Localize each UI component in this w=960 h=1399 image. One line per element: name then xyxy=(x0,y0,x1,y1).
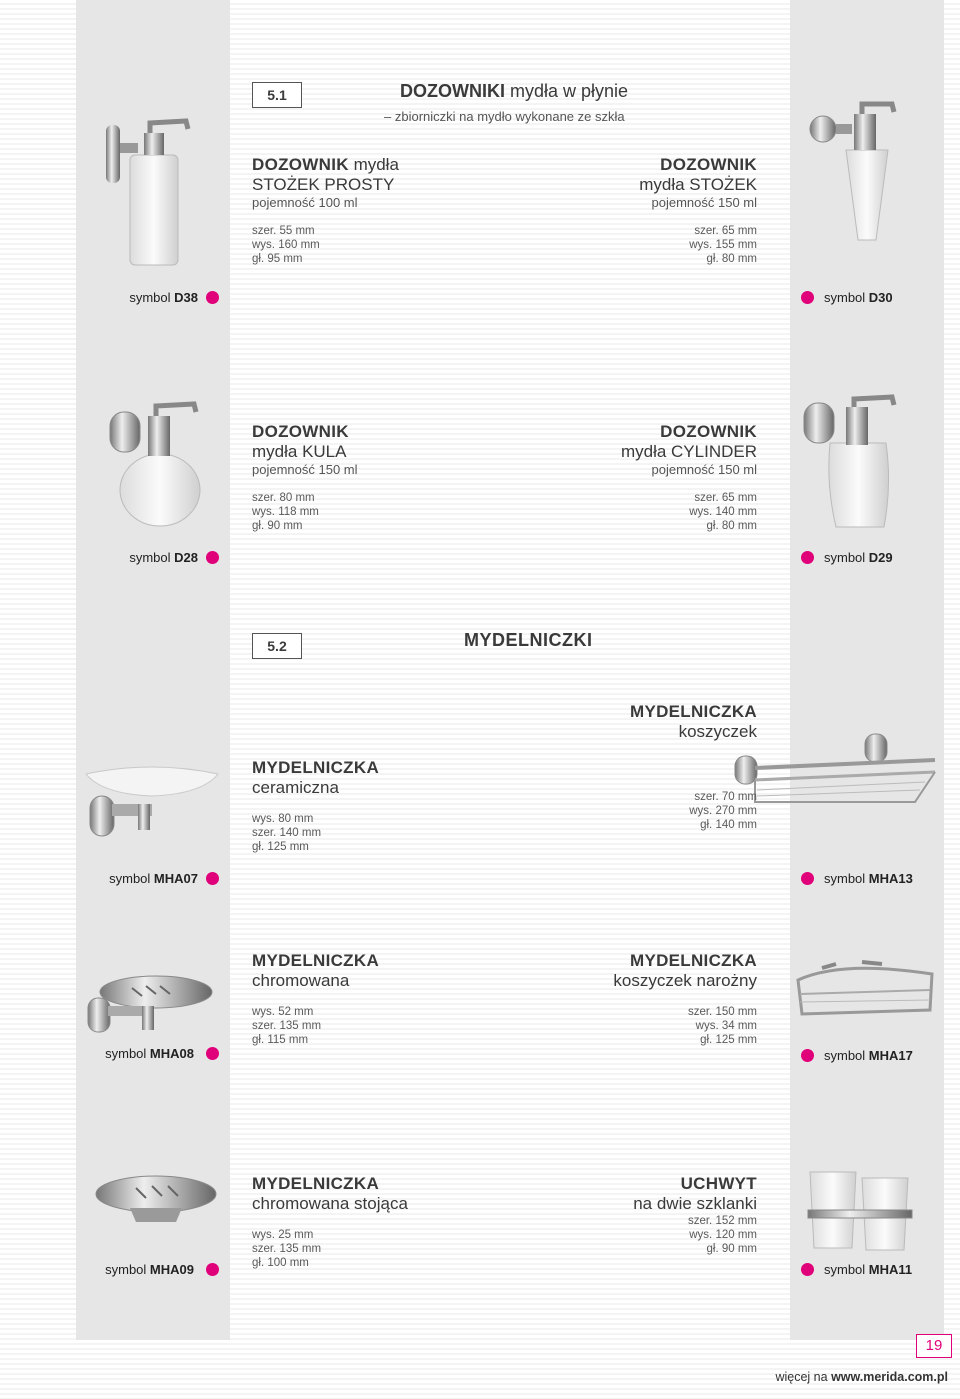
product-d29-info: DOZOWNIK mydła CYLINDER pojemność 150 ml szer. 65 mm wys. 140 mm gł. 80 mm xyxy=(620,422,757,532)
product-d30-subtitle: mydła STOŻEK xyxy=(639,175,757,194)
product-d30-info: DOZOWNIK mydła STOŻEK pojemność 150 ml szer. 65 mm wys. 155 mm gł. 80 mm xyxy=(639,155,757,265)
product-mha13-subtitle: koszyczek xyxy=(678,722,757,741)
accent-dot xyxy=(801,872,814,885)
product-d30-capacity: pojemność 150 ml xyxy=(651,195,757,210)
product-mha07-subtitle: ceramiczna xyxy=(252,778,339,797)
accent-dot xyxy=(206,872,219,885)
product-mha08-height: wys. 52 mm xyxy=(252,1006,314,1018)
soap-dish-mha08-image xyxy=(84,970,214,1040)
soap-basket-mha13-image xyxy=(735,730,945,820)
symbol-mha17: symbol MHA17 xyxy=(824,1048,913,1063)
dispenser-d29-image xyxy=(800,395,910,535)
product-mha08-info: MYDELNICZKA chromowana wys. 52 mm szer. 135 mm gł. 115 mm xyxy=(252,951,380,1046)
accent-dot xyxy=(206,1047,219,1060)
product-mha07-info: MYDELNICZKA ceramiczna wys. 80 mm szer. 140 mm gł. 125 mm xyxy=(252,758,380,853)
accent-dot xyxy=(801,1049,814,1062)
product-d28-depth: gł. 90 mm xyxy=(252,520,303,532)
product-d28-capacity: pojemność 150 ml xyxy=(252,462,358,477)
product-mha07-width: szer. 140 mm xyxy=(252,827,322,839)
symbol-mha07: symbol MHA07 xyxy=(109,871,198,886)
product-mha11-width: szer. 152 mm xyxy=(687,1215,757,1227)
dispenser-d38-image xyxy=(100,115,210,265)
symbol-mha08: symbol MHA08 xyxy=(105,1046,194,1061)
accent-dot xyxy=(206,551,219,564)
symbol-d38: symbol D38 xyxy=(129,290,198,305)
product-mha09-width: szer. 135 mm xyxy=(252,1243,322,1255)
product-mha17-height: wys. 34 mm xyxy=(695,1020,757,1032)
product-mha08-subtitle: chromowana xyxy=(252,971,350,990)
product-mha13-depth: gł. 140 mm xyxy=(700,819,757,831)
product-mha17-info: MYDELNICZKA koszyczek narożny szer. 150 mm wys. 34 mm gł. 125 mm xyxy=(613,951,757,1046)
soap-dish-mha09-image xyxy=(92,1170,222,1230)
product-mha07-depth: gł. 125 mm xyxy=(252,841,309,853)
accent-dot xyxy=(206,1263,219,1276)
product-d30-height: wys. 155 mm xyxy=(689,239,757,251)
product-d28-height: wys. 118 mm xyxy=(252,506,319,518)
accent-dot xyxy=(801,1263,814,1276)
product-d29-height: wys. 140 mm xyxy=(689,506,757,518)
product-mha13-height: wys. 270 mm xyxy=(689,805,757,817)
product-mha17-width: szer. 150 mm xyxy=(687,1006,757,1018)
product-d29-width: szer. 65 mm xyxy=(694,492,757,504)
section-subtitle: – zbiorniczki na mydło wykonane ze szkła xyxy=(384,109,625,124)
product-mha11-depth: gł. 90 mm xyxy=(706,1243,757,1255)
symbol-d30: symbol D30 xyxy=(824,290,893,305)
product-d28-subtitle: mydła KULA xyxy=(252,442,347,461)
product-d38-subtitle: STOŻEK PROSTY xyxy=(252,175,395,194)
product-mha13-width: szer. 70 mm xyxy=(694,791,757,803)
product-d29-capacity: pojemność 150 ml xyxy=(651,462,757,477)
section-title-mydelniczki: MYDELNICZKI xyxy=(464,630,593,650)
product-mha08-width: szer. 135 mm xyxy=(252,1020,322,1032)
accent-dot xyxy=(206,291,219,304)
section-title-dozowniki: DOZOWNIKI mydła w płynie xyxy=(400,81,629,101)
tumbler-holder-mha11-image xyxy=(806,1168,926,1258)
accent-dot xyxy=(801,551,814,564)
product-d38-capacity: pojemność 100 ml xyxy=(252,195,358,210)
product-mha17-subtitle: koszyczek narożny xyxy=(613,971,757,990)
product-d38-depth: gł. 95 mm xyxy=(252,253,303,265)
corner-basket-mha17-image xyxy=(792,960,942,1020)
accent-dot xyxy=(801,291,814,304)
product-d38-height: wys. 160 mm xyxy=(252,239,320,251)
soap-dish-mha07-image xyxy=(82,760,222,840)
product-mha07-height: wys. 80 mm xyxy=(252,813,314,825)
product-mha08-depth: gł. 115 mm xyxy=(252,1034,309,1046)
page-number: 19 xyxy=(916,1334,952,1358)
product-d29-depth: gł. 80 mm xyxy=(706,520,757,532)
product-mha11-info: UCHWYT na dwie szklanki szer. 152 mm wys. 120 mm gł. 90 mm xyxy=(633,1174,757,1255)
symbol-mha09: symbol MHA09 xyxy=(105,1262,194,1277)
symbol-d28: symbol D28 xyxy=(129,550,198,565)
product-mha09-depth: gł. 100 mm xyxy=(252,1257,309,1269)
product-mha17-depth: gł. 125 mm xyxy=(700,1034,757,1046)
product-d30-width: szer. 65 mm xyxy=(694,225,757,237)
symbol-d29: symbol D29 xyxy=(824,550,893,565)
footer-link[interactable]: więcej na www.merida.com.pl xyxy=(775,1370,948,1384)
dispenser-d30-image xyxy=(806,100,916,250)
section-number-5-1: 5.1 xyxy=(252,82,302,108)
product-mha09-info: MYDELNICZKA chromowana stojąca wys. 25 mm szer. 135 mm gł. 100 mm xyxy=(252,1174,408,1269)
symbol-mha13: symbol MHA13 xyxy=(824,871,913,886)
product-d28-width: szer. 80 mm xyxy=(252,492,315,504)
product-d38-width: szer. 55 mm xyxy=(252,225,315,237)
product-d28-info: DOZOWNIK mydła KULA pojemność 150 ml szer. 80 mm wys. 118 mm gł. 90 mm xyxy=(252,422,358,532)
section-number-5-2: 5.2 xyxy=(252,633,302,659)
product-d30-depth: gł. 80 mm xyxy=(706,253,757,265)
product-mha11-height: wys. 120 mm xyxy=(689,1229,757,1241)
product-d29-subtitle: mydła CYLINDER xyxy=(620,442,757,461)
symbol-mha11: symbol MHA11 xyxy=(824,1262,913,1277)
dispenser-d28-image xyxy=(104,400,214,530)
website-url[interactable]: www.merida.com.pl xyxy=(831,1370,948,1384)
product-d38-info: DOZOWNIK mydła STOŻEK PROSTY pojemność 100 ml szer. 55 mm wys. 160 mm gł. 95 mm xyxy=(252,155,399,265)
product-mha13-info: MYDELNICZKA koszyczek szer. 70 mm wys. 270 mm gł. 140 mm xyxy=(629,702,757,831)
product-mha09-height: wys. 25 mm xyxy=(252,1229,314,1241)
product-mha09-subtitle: chromowana stojąca xyxy=(252,1194,408,1213)
product-mha11-subtitle: na dwie szklanki xyxy=(633,1194,757,1213)
